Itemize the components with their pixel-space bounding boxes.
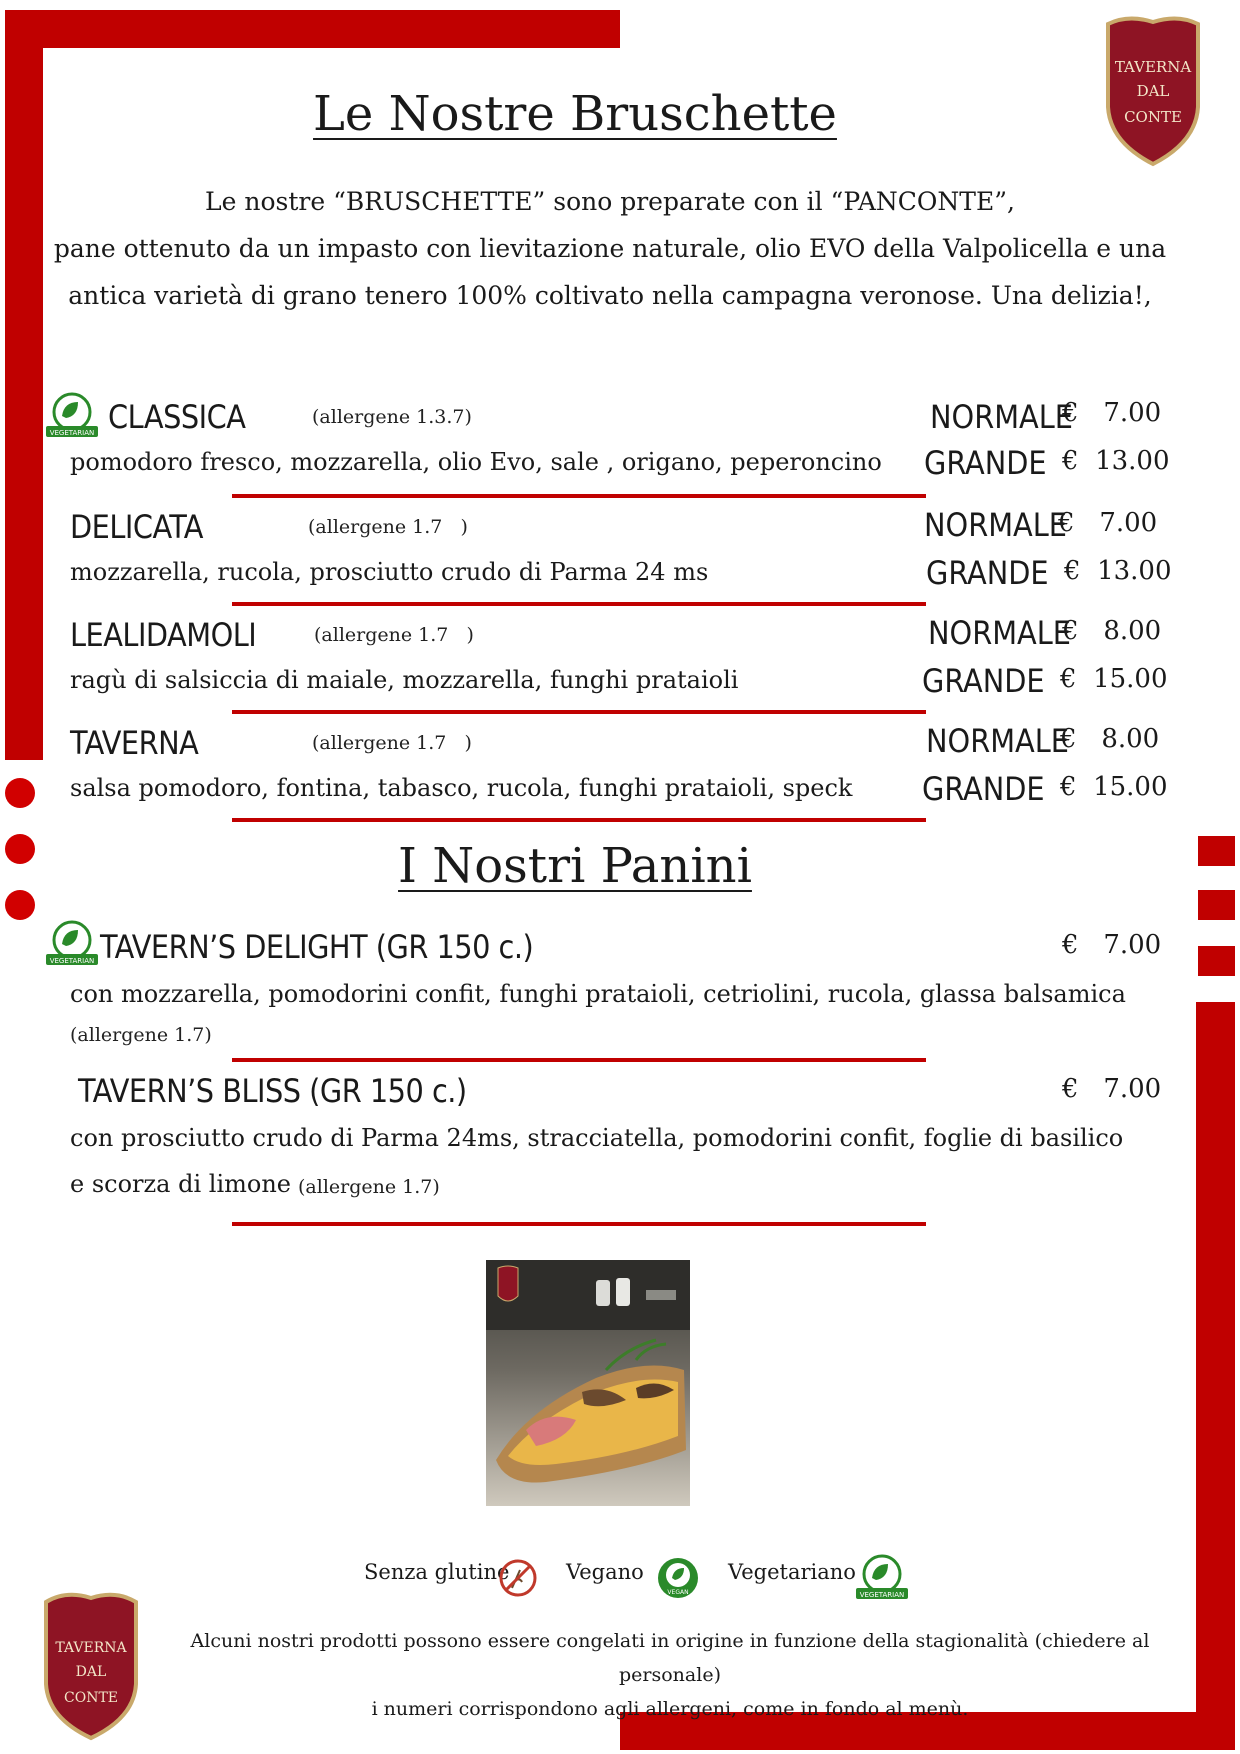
logo-text: TAVERNA: [55, 1640, 127, 1656]
vegan-icon: [656, 1556, 700, 1600]
size-label: NORMALE: [926, 722, 1069, 760]
price: € 13.00: [1062, 446, 1170, 476]
divider: [232, 1058, 926, 1062]
item-name: TAVERNA: [70, 724, 199, 762]
gluten-free-icon: [498, 1558, 538, 1598]
logo-text: CONTE: [64, 1690, 118, 1706]
item-name: DELICATA: [70, 508, 203, 546]
bruschette-title: Le Nostre Bruschette: [313, 86, 837, 142]
size-label: GRANDE: [922, 770, 1045, 808]
frame-top-bar: [5, 10, 620, 48]
intro-line: pane ottenuto da un impasto con lievitazione naturale, olio EVO della Valpolicella e una: [53, 234, 1167, 263]
price: € 7.00: [1058, 508, 1158, 538]
footer-line: i numeri corrispondono agli allergeni, come in fondo al menù.: [371, 1698, 969, 1720]
item-name: CLASSICA: [108, 398, 246, 436]
divider: [232, 818, 926, 822]
logo-text: DAL: [75, 1664, 107, 1680]
svg-text:VEGETARIAN: VEGETARIAN: [49, 957, 95, 965]
item-description: pomodoro fresco, mozzarella, olio Evo, sale , origano, peperoncino: [70, 448, 882, 476]
price: € 7.00: [1062, 398, 1162, 428]
svg-text:VEGETARIAN: VEGETARIAN: [49, 429, 95, 437]
size-label: GRANDE: [926, 554, 1049, 592]
logo-text: TAVERNA: [1114, 58, 1192, 76]
size-label: NORMALE: [930, 398, 1073, 436]
divider: [232, 494, 926, 498]
decor-dot: [5, 778, 35, 808]
footer-line: Alcuni nostri prodotti possono essere congelati in origine in funzione della stagionalità (chiedere al personale): [190, 1630, 1150, 1686]
price: € 8.00: [1062, 616, 1162, 646]
size-label: NORMALE: [928, 614, 1071, 652]
item-description: e scorza di limone: [70, 1170, 291, 1198]
item-allergens: (allergene 1.7 ): [312, 732, 472, 754]
item-name: LEALIDAMOLI: [70, 616, 257, 654]
item-name: TAVERN’S DELIGHT (GR 150 c.): [100, 928, 534, 966]
logo-bottom: [38, 1588, 144, 1742]
item-name: TAVERN’S BLISS (GR 150 c.): [78, 1072, 467, 1110]
footer-note: [170, 1624, 1170, 1726]
panini-title: I Nostri Panini: [398, 838, 752, 894]
svg-text:VEGAN: VEGAN: [667, 1589, 689, 1596]
item-description: con mozzarella, pomodorini confit, funghi prataioli, cetriolini, rucola, glassa balsamica: [70, 980, 1126, 1008]
bruschette-intro: [40, 178, 1180, 319]
bruschetta-photo: [486, 1260, 690, 1506]
size-label: GRANDE: [922, 662, 1045, 700]
item-description: mozzarella, rucola, prosciutto crudo di Parma 24 ms: [70, 558, 709, 586]
item-description: ragù di salsiccia di maiale, mozzarella, funghi prataioli: [70, 666, 739, 694]
intro-line: antica varietà di grano tenero 100% coltivato nella campagna veronose. Una delizia!,: [68, 281, 1152, 310]
decor-square: [1198, 836, 1235, 866]
frame-right-bar: [1196, 1002, 1235, 1744]
price: € 13.00: [1064, 556, 1172, 586]
item-allergens: (allergene 1.7 ): [314, 624, 474, 646]
logo-text: DAL: [1136, 82, 1170, 100]
size-label: GRANDE: [924, 444, 1047, 482]
price: € 7.00: [1062, 1074, 1162, 1104]
logo-text: CONTE: [1124, 108, 1182, 126]
svg-text:VEGETARIAN: VEGETARIAN: [859, 1591, 905, 1599]
item-allergens: (allergene 1.7 ): [308, 516, 468, 538]
item-allergens: (allergene 1.3.7): [312, 406, 472, 428]
item-description: salsa pomodoro, fontina, tabasco, rucola, funghi prataioli, speck: [70, 774, 853, 802]
item-description: con prosciutto crudo di Parma 24ms, stracciatella, pomodorini confit, foglie di basilico: [70, 1124, 1124, 1152]
divider: [232, 710, 926, 714]
decor-dot: [5, 890, 35, 920]
decor-square: [1198, 890, 1235, 920]
price: € 8.00: [1060, 724, 1160, 754]
legend-gluten-free: Senza glutine: [364, 1560, 510, 1584]
price: € 7.00: [1062, 930, 1162, 960]
divider: [232, 1222, 926, 1226]
vegetarian-icon: [44, 392, 96, 438]
legend-vegetarian: Vegetariano: [728, 1560, 856, 1584]
size-label: NORMALE: [924, 506, 1067, 544]
price: € 15.00: [1060, 772, 1168, 802]
legend-vegan: Vegano: [566, 1560, 644, 1584]
divider: [232, 602, 926, 606]
item-allergens: (allergene 1.7): [70, 1024, 212, 1046]
price: € 15.00: [1060, 664, 1168, 694]
item-allergens: (allergene 1.7): [298, 1176, 440, 1198]
vegetarian-icon: [854, 1554, 906, 1600]
decor-square: [1198, 946, 1235, 976]
intro-line: Le nostre “BRUSCHETTE” sono preparate con il “PANCONTE”,: [205, 187, 1015, 216]
vegetarian-icon: [44, 920, 96, 966]
